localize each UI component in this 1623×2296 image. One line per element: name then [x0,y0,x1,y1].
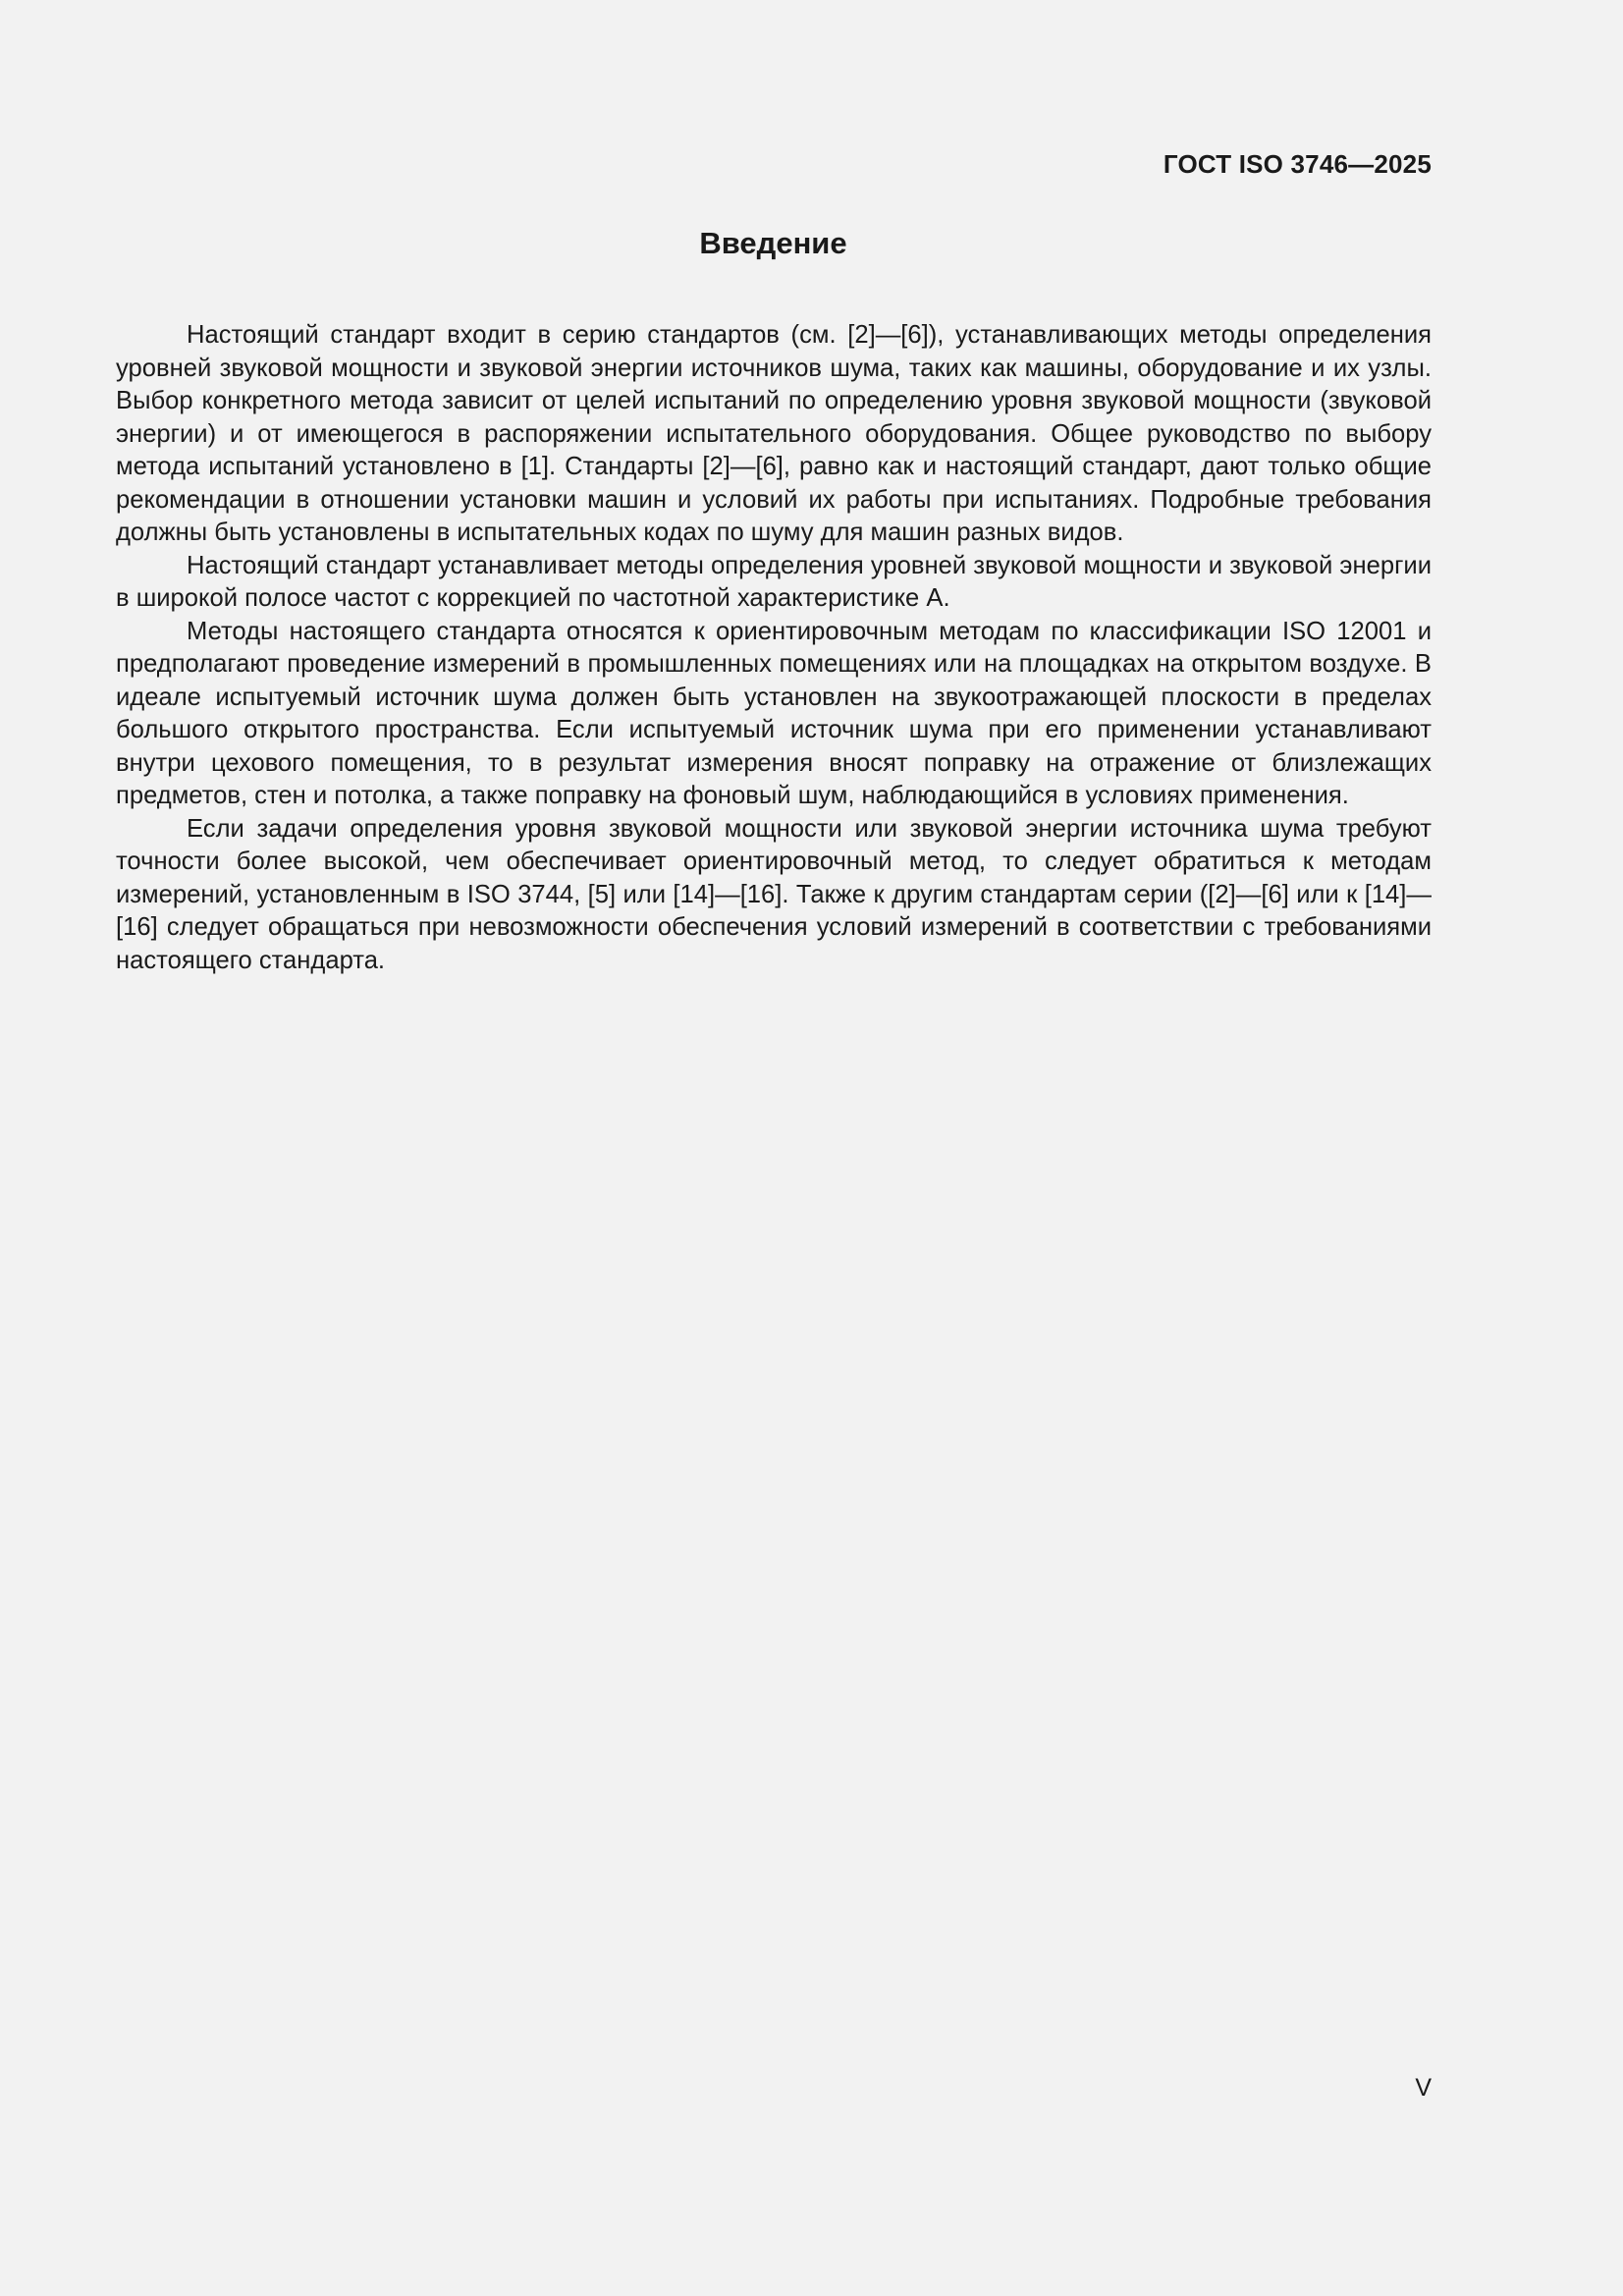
section-title: Введение [699,226,847,260]
paragraph: Методы настоящего стандарта относятся к ориентировочным методам по классификации ISO 12001 и предполагают проведение измерений в промышленных помещениях или на площадках на открытом воздухе. В идеале испытуемый источник шума должен быть установлен на звукоотражающей плоскости в пределах большого открытого пространства. Если испытуемый источник шума при его применении устанавливают внутри цехового помещения, то в результат измерения вносят поправку на отражение от близлежащих предметов, стен и потолка, а также поправку на фоновый шум, наблюдающийся в условиях применения. [116,617,1432,809]
paragraph: Если задачи определения уровня звуковой мощности или звуковой энергии источника шума требуют точности более высокой, чем обеспечивает ориентировочный метод, то следует обратиться к методам измерений, установленным в ISO 3744, [5] или [14]—[16]. Также к другим стандартам серии ([2]—[6] или к [14]—[16] следует обращаться при невозможности обеспечения условий измерений в соответствии с требованиями настоящего стандарта. [116,814,1432,974]
introduction-body [116,319,1432,977]
paragraph: Настоящий стандарт устанавливает методы определения уровней звуковой мощности и звуковой энергии в широкой полосе частот с коррекцией по частотной характеристике А. [116,551,1432,612]
paragraph: Настоящий стандарт входит в серию стандартов (см. [2]—[6]), устанавливающих методы определения уровней звуковой мощности и звуковой энергии источников шума, таких как машины, оборудование и их узлы. Выбор конкретного метода зависит от целей испытаний по определению уровня звуковой мощности (звуковой энергии) и от имеющегося в распоряжении испытательного оборудования. Общее руководство по выбору метода испытаний установлено в [1]. Стандарты [2]—[6], равно как и настоящий стандарт, дают только общие рекомендации в отношении установки машин и условий их работы при испытаниях. Подробные требования должны быть установлены в испытательных кодах по шуму для машин разных видов. [116,321,1432,546]
document-id: ГОСТ ISO 3746—2025 [1163,149,1432,179]
page-number: V [1415,2074,1432,2102]
